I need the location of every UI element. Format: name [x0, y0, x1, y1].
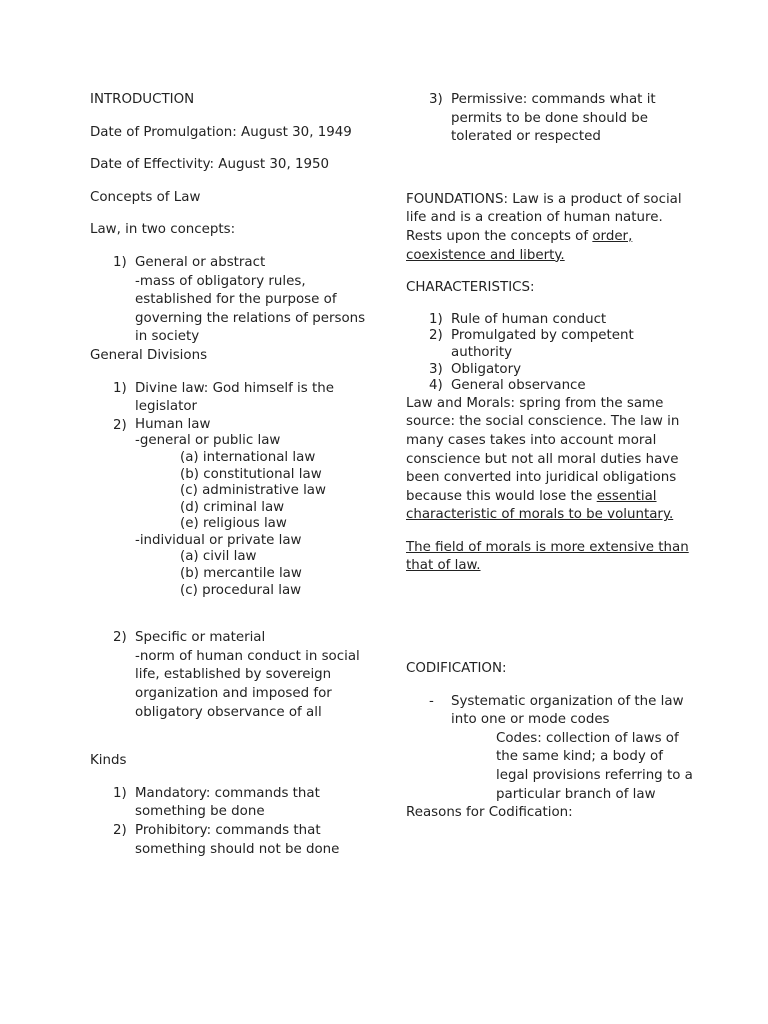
concept-title: General or abstract: [135, 254, 266, 270]
foundations-text: FOUNDATIONS: Law is a product of social life and is a creation of human nature. Rests upon the concepts of: [406, 191, 682, 244]
list-number: 2): [113, 823, 127, 838]
list-dash: -: [429, 693, 434, 709]
list-item: [90, 254, 380, 347]
list-item: [90, 629, 380, 722]
list-item: [406, 91, 698, 147]
kind-text: Prohibitory: commands that something should not be done: [135, 823, 340, 857]
two-concepts-label: Law, in two concepts:: [90, 222, 236, 238]
date-effectivity: Date of Effectivity: August 30, 1950: [90, 157, 330, 173]
public-law-item: (e) religious law: [180, 516, 287, 532]
right-column: [406, 91, 698, 823]
date-promulgation: Date of Promulgation: August 30, 1949: [90, 124, 352, 140]
list-number: 4): [429, 378, 443, 394]
concept-title: Specific or material: [135, 630, 266, 646]
list-item: [406, 693, 698, 805]
concept-description: -norm of human conduct in social life, established by sovereign organization and imposed for obligatory observance of all: [135, 648, 360, 720]
heading-characteristics: CHARACTERISTICS:: [406, 280, 535, 296]
list-number: 1): [429, 311, 443, 327]
characteristic-text: Promulgated by competent authority: [451, 328, 634, 360]
morals-field-paragraph: The field of morals is more extensive than that of law.: [406, 539, 689, 574]
characteristics-list: [406, 312, 698, 395]
kinds-list: [90, 785, 380, 859]
private-law-label: -individual or private law: [135, 532, 302, 548]
codification-list: [406, 693, 698, 805]
list-item: [90, 417, 380, 600]
left-column: [90, 91, 380, 859]
list-item: [90, 785, 380, 822]
concept-list-general: [90, 254, 380, 347]
list-number: 3): [429, 361, 443, 377]
kind-text: Permissive: commands what it permits to be done should be tolerated or respected: [451, 92, 656, 145]
list-number: 1): [113, 380, 127, 396]
heading-codification: CODIFICATION:: [406, 661, 507, 677]
list-number: 2): [113, 417, 127, 433]
list-item: [90, 822, 380, 859]
kinds-list-continued: [406, 91, 698, 147]
private-law-item: (c) procedural law: [180, 582, 302, 598]
morals-text: Law and Morals: spring from the same source: the social conscience. The law in many cases takes into account moral conscience but not all moral duties have been converted into juridical obligations because this would lose the: [406, 395, 680, 504]
characteristic-text: Rule of human conduct: [451, 311, 607, 327]
law-and-morals-paragraph: [406, 395, 698, 525]
codification-item: Systematic organization of the law into one or mode codes: [451, 693, 684, 728]
public-law-label: -general or public law: [135, 433, 281, 449]
list-number: 2): [429, 328, 443, 344]
heading-reasons-codification: Reasons for Codification:: [406, 805, 573, 821]
division-text: Divine law: God himself is the legislator: [135, 380, 334, 415]
public-law-item: (a) international law: [180, 449, 316, 465]
list-item: [406, 378, 698, 395]
list-item: [406, 328, 698, 361]
public-law-item: (d) criminal law: [180, 499, 285, 515]
list-number: 1): [113, 254, 127, 270]
list-item: [406, 312, 698, 329]
list-number: 2): [113, 630, 127, 646]
foundations-underlined: order, coexistence and liberty.: [406, 228, 633, 263]
public-law-item: (b) constitutional law: [180, 466, 322, 482]
foundations-paragraph: [406, 191, 698, 265]
concept-description: -mass of obligatory rules, established for the purpose of governing the relations of persons in society: [135, 273, 366, 345]
divisions-list: [90, 380, 380, 600]
list-item: [90, 380, 380, 417]
private-law-item: (b) mercantile law: [180, 566, 302, 582]
kind-text: Mandatory: commands that something be done: [135, 785, 320, 820]
heading-general-divisions: General Divisions: [90, 347, 208, 363]
list-number: 1): [113, 785, 127, 801]
list-item: [406, 362, 698, 379]
characteristic-text: General observance: [451, 378, 586, 394]
heading-kinds: Kinds: [90, 753, 127, 769]
concept-list-specific: [90, 629, 380, 722]
characteristic-text: Obligatory: [451, 361, 522, 377]
list-number: 3): [429, 92, 443, 107]
morals-underlined: essential characteristic of morals to be voluntary.: [406, 488, 674, 523]
division-title: Human law: [135, 416, 211, 432]
heading-introduction: INTRODUCTION: [90, 92, 195, 107]
private-law-item: (a) civil law: [180, 549, 257, 565]
codes-definition: Codes: collection of laws of the same kind; a body of legal provisions referring to a particular branch of law: [496, 730, 693, 802]
heading-concepts: Concepts of Law: [90, 189, 201, 205]
public-law-item: (c) administrative law: [180, 483, 326, 499]
